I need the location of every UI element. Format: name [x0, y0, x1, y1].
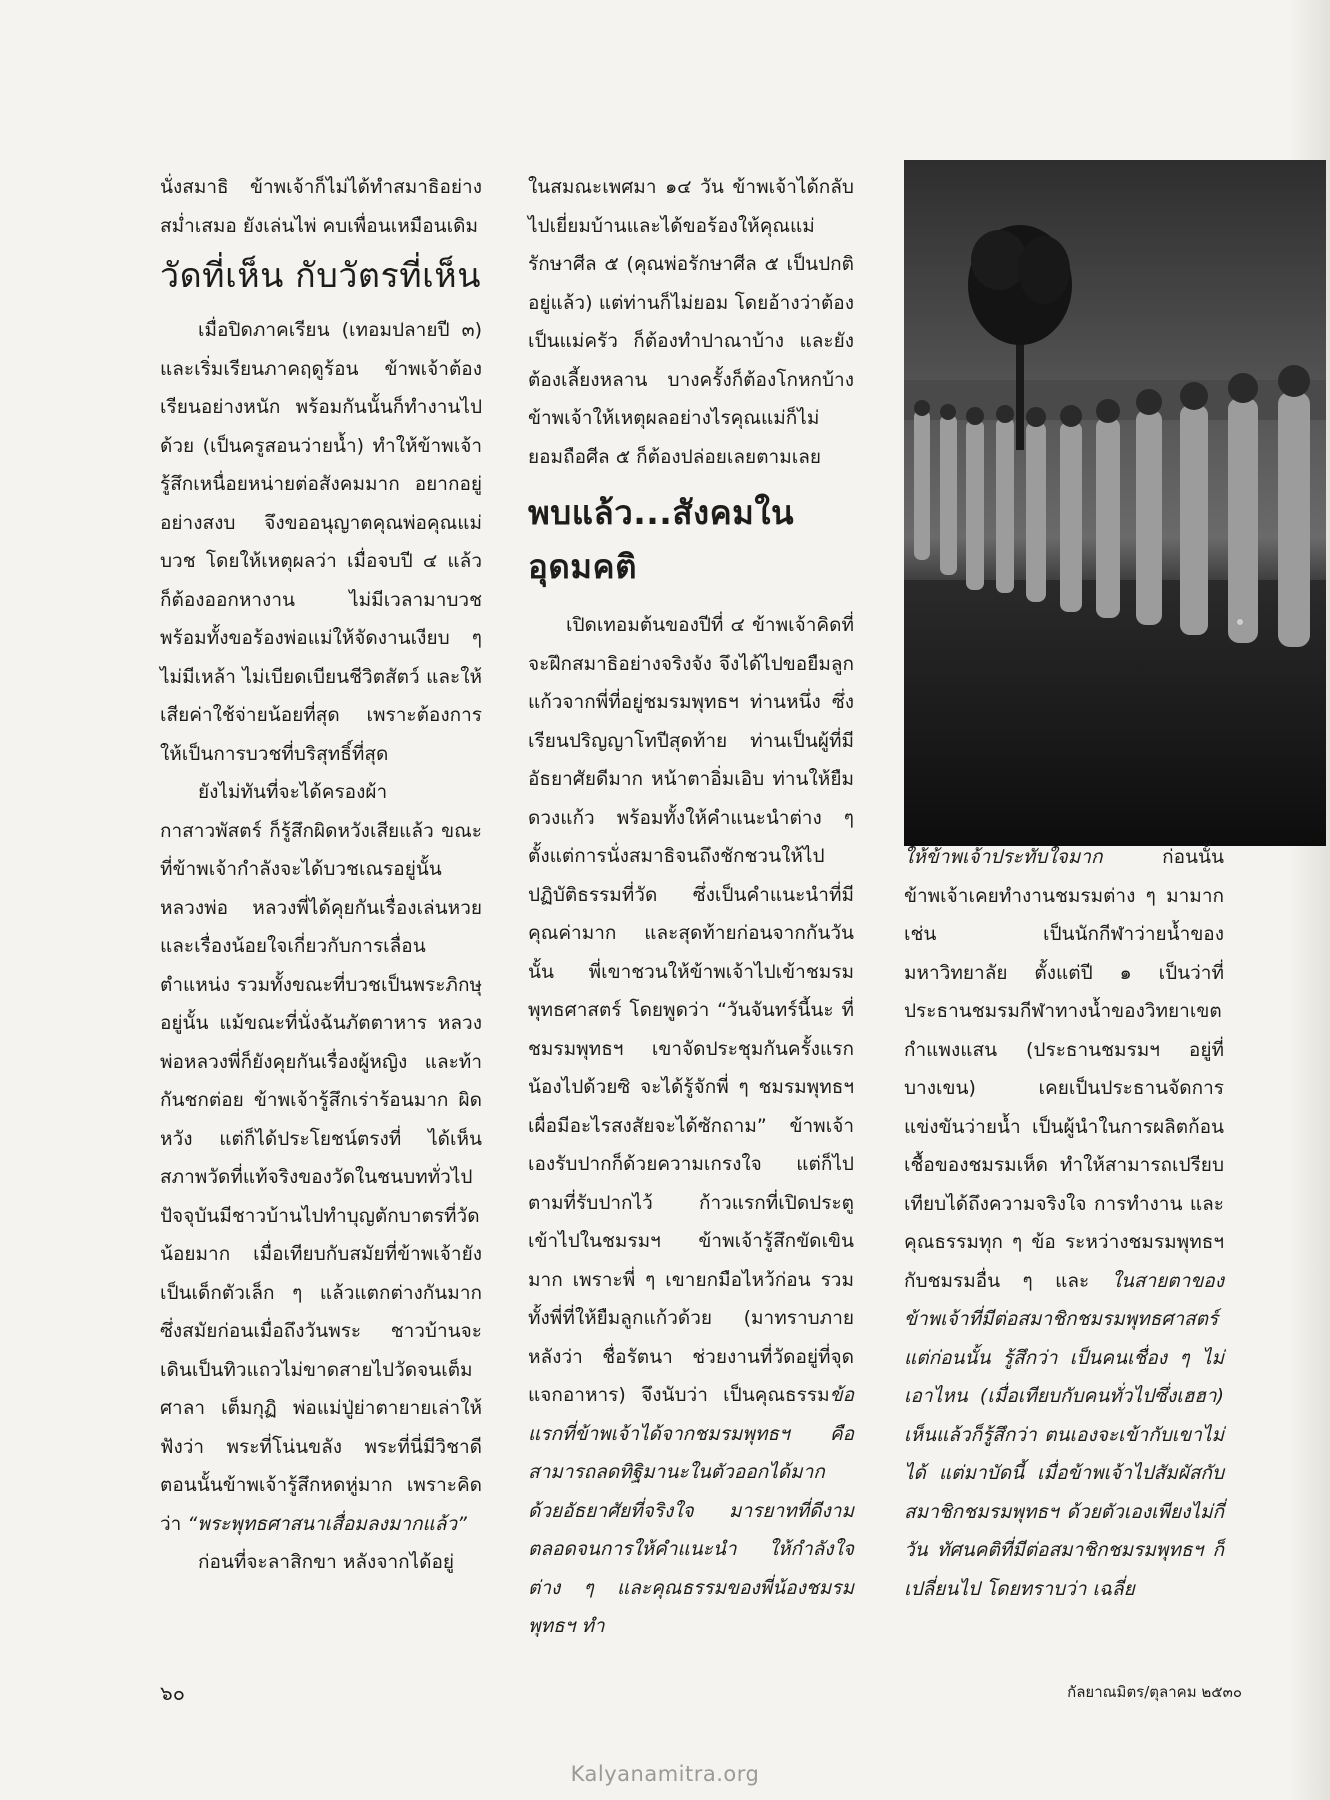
watermark: Kalyanamitra.org [570, 1762, 760, 1786]
paragraph-5-italic-start: ให้ข้าพเจ้าประทับใจมาก [904, 846, 1103, 868]
paragraph-intro: นั่งสมาธิ ข้าพเจ้าก็ไม่ได้ทำสมาธิอย่างสม่ำเสมอ ยังเล่นไพ่ คบเพื่อนเหมือนเดิม [160, 176, 482, 237]
paragraph-4 [528, 606, 854, 1646]
paragraph-5 [904, 838, 1224, 1608]
section-heading-ideal-society: พบแล้ว...สังคมในอุดมคติ [528, 493, 795, 586]
page-number: ๖๐ [160, 1681, 185, 1705]
paragraph-2 [160, 773, 482, 1543]
paragraph-continued: ในสมณะเพศมา ๑๔ วัน ข้าพเจ้าได้กลับไปเยี่ยมบ้านและได้ขอร้องให้คุณแม่รักษาศีล ๕ (คุณพ่อรักษาศีล ๕ เป็นปกติอยู่แล้ว) แต่ท่านก็ไม่ยอม โดยอ้างว่าต้องเป็นแม่ครัว ก็ต้องทำปาณาบ้าง และยังต้องเลี้ยงหลาน บางครั้งก็ต้องโกหกบ้าง ข้าพเจ้าให้เหตุผลอย่างไรคุณแม่ก็ไม่ยอมถือศีล ๕ ก็ต้องปล่อยเลยตามเลย [528, 176, 854, 468]
column-middle [528, 168, 854, 1646]
paragraph-2-text: ยังไม่ทันที่จะได้ครองผ้ากาสาวพัสตร์ ก็รู้สึกผิดหวังเสียแล้ว ขณะที่ข้าพเจ้ากำลังจะได้บวชเณรอยู่นั้น หลวงพ่อ หลวงพี่ได้คุยกันเรื่องเล่นหวย และเรื่องน้อยใจเกี่ยวกับการเลื่อนตำแหน่ง รวมทั้งขณะที่บวชเป็นพระภิกษุอยู่นั้น แม้ขณะที่นั่งฉันภัตตาหาร หลวงพ่อหลวงพี่ก็ยังคุยกันเรื่องผู้หญิง และท้ากันชกต่อย ข้าพเจ้ารู้สึกเร่าร้อนมาก ผิดหวัง แต่ก็ได้ประโยชน์ตรงที่ ได้เห็นสภาพวัดที่แท้จริงของวัดในชนบททั่วไป ปัจจุบันมีชาวบ้านไปทำบุญตักบาตรที่วัดน้อยมาก เมื่อเทียบกับสมัยที่ข้าพเจ้ายังเป็นเด็กตัวเล็ก ๆ แล้วแตกต่างกันมาก ซึ่งสมัยก่อนเมื่อถึงวันพระ ชาวบ้านจะเดินเป็นทิวแถวไม่ขาดสายไปวัดจนเต็มศาลา เต็มกุฏิ พ่อแม่ปู่ย่าตายายเล่าให้ฟังว่า พระที่โน่นขลัง พระที่นี่มีวิชาดี ตอนนั้นข้าพเจ้ารู้สึกหดหู่มาก เพราะคิดว่า [160, 781, 482, 1535]
paragraph-1: เมื่อปิดภาคเรียน (เทอมปลายปี ๓) และเริ่มเรียนภาคฤดูร้อน ข้าพเจ้าต้องเรียนอย่างหนัก พร้อมกันนั้นก็ทำงานไปด้วย (เป็นครูสอนว่ายน้ำ) ทำให้ข้าพเจ้ารู้สึกเหนื่อยหน่ายต่อสังคมมาก อยากอยู่อย่างสงบ จึงขออนุญาตคุณพ่อคุณแม่บวช โดยให้เหตุผลว่า เมื่อจบปี ๔ แล้ว ก็ต้องออกหางาน ไม่มีเวลามาบวช พร้อมทั้งขอร้องพ่อแม่ให้จัดงานเงียบ ๆ ไม่มีเหล้า ไม่เบียดเบียนชีวิตสัตว์ และให้เสียค่าใช้จ่ายน้อยที่สุด เพราะต้องการให้เป็นการบวชที่บริสุทธิ์ที่สุด [160, 319, 482, 765]
paragraph-4-italic: ข้อแรกที่ข้าพเจ้าได้จากชมรมพุทธฯ คือ สามารถลดทิฐิมานะในตัวออกได้มาก ด้วยอัธยาศัยที่จริงใจ มารยาทที่ดีงาม ตลอดจนการให้คำแนะนำ ให้กำลังใจต่าง ๆ และคุณธรรมของพี่น้องชมรมพุทธฯ ทำ [528, 1384, 854, 1637]
section-heading-temple: วัดที่เห็น กับวัตรที่เห็น [160, 256, 481, 296]
photo-walking-procession [904, 160, 1326, 846]
column-left [160, 168, 482, 1582]
column-right [904, 838, 1224, 1608]
paragraph-5-text: ก่อนนั้นข้าพเจ้าเคยทำงานชมรมต่าง ๆ มามาก เช่น เป็นนักกีฬาว่ายน้ำของมหาวิทยาลัย ตั้งแต่ปี ๑ เป็นว่าที่ประธานชมรมกีฬาทางน้ำของวิทยาเขตกำแพงแสน (ประธานชมรมฯ อยู่ที่บางเขน) เคยเป็นประธานจัดการแข่งขันว่ายน้ำ เป็นผู้นำในการผลิตก้อนเชื้อของชมรมเห็ด ทำให้สามารถเปรียบเทียบได้ถึงความจริงใจ การทำงาน และคุณธรรมทุก ๆ ข้อ ระหว่างชมรมพุทธฯกับชมรมอื่น ๆ และ [904, 846, 1224, 1292]
paragraph-2-quote: “พระพุทธศาสนาเสื่อมลงมากแล้ว” [187, 1512, 467, 1535]
magazine-footer: กัลยาณมิตร/ตุลาคม ๒๕๓๐ [1067, 1683, 1242, 1701]
paragraph-4-text: เปิดเทอมต้นของปีที่ ๔ ข้าพเจ้าคิดที่จะฝึกสมาธิอย่างจริงจัง จึงได้ไปขอยืมลูกแก้วจากพี่ที่อยู่ชมรมพุทธฯ ท่านหนึ่ง ซึ่งเรียนปริญญาโทปีสุดท้าย ท่านเป็นผู้ที่มีอัธยาศัยดีมาก หน้าตาอิ่มเอิบ ท่านให้ยืมดวงแก้ว พร้อมทั้งให้คำแนะนำต่าง ๆ ตั้งแต่การนั่งสมาธิจนถึงชักชวนให้ไปปฏิบัติธรรมที่วัด ซึ่งเป็นคำแนะนำที่มีคุณค่ามาก และสุดท้ายก่อนจากกันวันนั้น พี่เขาชวนให้ข้าพเจ้าไปเข้าชมรมพุทธศาสตร์ โดยพูดว่า “วันจันทร์นี้นะ ที่ชมรมพุทธฯ เขาจัดประชุมกันครั้งแรก น้องไปด้วยซิ จะได้รู้จักพี่ ๆ ชมรมพุทธฯ เผื่อมีอะไรสงสัยจะได้ซักถาม” ข้าพเจ้าเองรับปากก็ด้วยความเกรงใจ แต่ก็ไปตามที่รับปากไว้ ก้าวแรกที่เปิดประตูเข้าไปในชมรมฯ ข้าพเจ้ารู้สึกขัดเขินมาก เพราะพี่ ๆ เขายกมือไหว้ก่อน รวมทั้งพี่ที่ให้ยืมลูกแก้วด้วย (มาทราบภายหลังว่า ชื่อรัตนา ช่วยงานที่วัดอยู่ที่จุดแจกอาหาร) จึงนับว่า เป็นคุณธรรม [528, 614, 854, 1406]
photo-image [904, 160, 1326, 846]
paragraph-3: ก่อนที่จะลาสิกขา หลังจากได้อยู่ [198, 1551, 455, 1573]
paragraph-5-italic-end: ในสายตาของข้าพเจ้าที่มีต่อสมาชิกชมรมพุทธศาสตร์แต่ก่อนนั้น รู้สึกว่า เป็นคนเชื่อง ๆ ไม่เอาไหน (เมื่อเทียบกับคนทั่วไปซึ่งเฮฮา) เห็นแล้วก็รู้สึกว่า ตนเองจะเข้ากับเขาไม่ได้ แต่มาบัดนี้ เมื่อข้าพเจ้าไปสัมผัสกับสมาชิกชมรมพุทธฯ ด้วยตัวเองเพียงไม่กี่วัน ทัศนคติที่มีต่อสมาชิกชมรมพุทธฯ ก็เปลี่ยนไป โดยทราบว่า เฉลี่ย [904, 1269, 1224, 1600]
